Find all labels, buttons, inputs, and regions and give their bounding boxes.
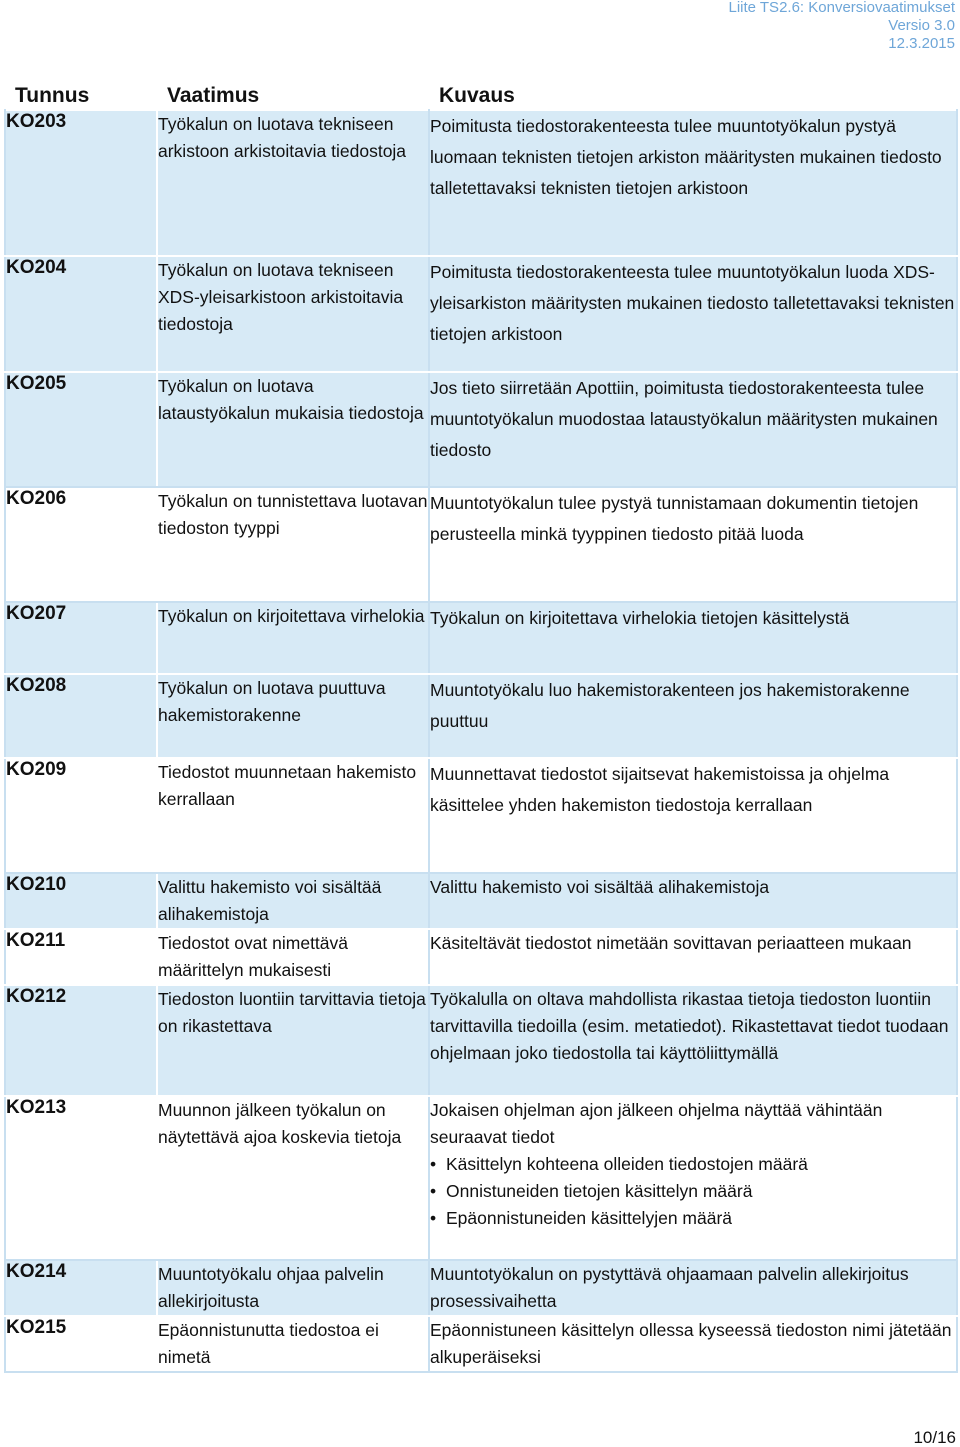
requirement-text: Työkalun on tunnistettava luotavan tiedoston tyyppi [157,487,429,602]
requirement-id: KO212 [5,985,157,1096]
requirement-description: Muuntotyökalu luo hakemistorakenteen jos hakemistorakenne puuttuu [429,674,957,758]
requirement-text: Valittu hakemisto voi sisältää alihakemistoja [157,873,429,929]
bullet-item: • Epäonnistuneiden käsittelyjen määrä [444,1205,956,1232]
requirement-id: KO214 [5,1260,157,1316]
requirement-id: KO205 [5,372,157,487]
requirement-text: Työkalun on kirjoitettava virhelokia [157,602,429,674]
requirement-id: KO213 [5,1096,157,1260]
description-intro: Jokaisen ohjelman ajon jälkeen ohjelma näyttää vähintään seuraavat tiedot [430,1100,883,1147]
requirement-description: Epäonnistuneen käsittelyn ollessa kyseessä tiedoston nimi jätetään alkuperäiseksi [429,1316,957,1372]
table-row [5,602,957,674]
requirement-description: Muuntotyökalun on pystyttävä ohjaamaan palvelin allekirjoitus prosessivaihetta [429,1260,957,1316]
requirement-id: KO206 [5,487,157,602]
table-row [5,758,957,873]
requirement-id: KO209 [5,758,157,873]
requirement-text: Työkalun on luotava tekniseen XDS-yleisarkistoon arkistoitavia tiedostoja [157,256,429,372]
requirement-id: KO215 [5,1316,157,1372]
requirement-description: Poimitusta tiedostorakenteesta tulee muuntotyökalun pystyä luomaan teknisten tietojen arkiston määritysten mukainen tiedosto talletettavaksi teknisten tietojen arkistoon [429,110,957,256]
page-number: 10/16 [913,1428,956,1447]
header-version: Versio 3.0 [888,17,955,34]
requirement-description: Käsiteltävät tiedostot nimetään sovittavan periaatteen mukaan [429,929,957,985]
table-row [5,487,957,602]
requirement-id: KO210 [5,873,157,929]
header-date: 12.3.2015 [888,35,955,52]
table-row [5,372,957,487]
table-row [5,929,957,985]
requirement-description: Poimitusta tiedostorakenteesta tulee muuntotyökalun luoda XDS-yleisarkiston määritysten mukainen tiedosto talletettavaksi teknisten tietojen arkistoon [429,256,957,372]
requirement-text: Tiedostot ovat nimettävä määrittelyn mukaisesti [157,929,429,985]
header-attachment-title: Liite TS2.6: Konversiovaatimukset [728,0,955,16]
table-row [5,674,957,758]
table-row [5,256,957,372]
requirement-description: Jos tieto siirretään Apottiin, poimitusta tiedostorakenteesta tulee muuntotyökalun muodostaa lataustyökalun määritysten mukainen tiedosto [429,372,957,487]
requirement-text: Tiedoston luontiin tarvittavia tietoja on rikastettava [157,985,429,1096]
requirement-description: Työkalulla on oltava mahdollista rikastaa tietoja tiedoston luontiin tarvittavilla tiedoilla (esim. metatiedot). Rikastettavat tiedot tuodaan ohjelmaan joko tiedostolla tai käyttöliittymällä [429,985,957,1096]
requirement-id: KO204 [5,256,157,372]
requirement-description: Muunnettavat tiedostot sijaitsevat hakemistoissa ja ohjelma käsittelee yhden hakemiston tiedostoja kerrallaan [429,758,957,873]
table-row [5,873,957,929]
bullet-item: • Onnistuneiden tietojen käsittelyn määrä [444,1178,956,1205]
column-header-description: Kuvaus [429,80,957,110]
requirement-id: KO203 [5,110,157,256]
table-row [5,1096,957,1260]
requirement-description: Valittu hakemisto voi sisältää alihakemistoja [429,873,957,929]
requirement-text: Työkalun on luotava tekniseen arkistoon arkistoitavia tiedostoja [157,110,429,256]
requirement-text: Tiedostot muunnetaan hakemisto kerrallaan [157,758,429,873]
requirement-text: Työkalun on luotava puuttuva hakemistorakenne [157,674,429,758]
requirement-id: KO211 [5,929,157,985]
requirement-id: KO208 [5,674,157,758]
table-row [5,1316,957,1372]
bullet-item: • Käsittelyn kohteena olleiden tiedostojen määrä [444,1151,956,1178]
table-row [5,985,957,1096]
requirement-id: KO207 [5,602,157,674]
requirement-text: Muuntotyökalu ohjaa palvelin allekirjoitusta [157,1260,429,1316]
requirement-description: Työkalun on kirjoitettava virhelokia tietojen käsittelystä [429,602,957,674]
requirement-text: Epäonnistunutta tiedostoa ei nimetä [157,1316,429,1372]
table-row [5,1260,957,1316]
requirements-table [4,80,958,1373]
column-header-requirement: Vaatimus [157,80,429,110]
requirement-description: Muuntotyökalun tulee pystyä tunnistamaan dokumentin tietojen perusteella minkä tyyppinen tiedosto pitää luoda [429,487,957,602]
requirement-text: Työkalun on luotava lataustyökalun mukaisia tiedostoja [157,372,429,487]
requirement-text: Muunnon jälkeen työkalun on näytettävä ajoa koskevia tietoja [157,1096,429,1260]
table-header-row [5,80,957,110]
requirement-description [429,1096,957,1260]
column-header-id: Tunnus [5,80,157,110]
bullet-list [430,1151,956,1232]
table-row [5,110,957,256]
